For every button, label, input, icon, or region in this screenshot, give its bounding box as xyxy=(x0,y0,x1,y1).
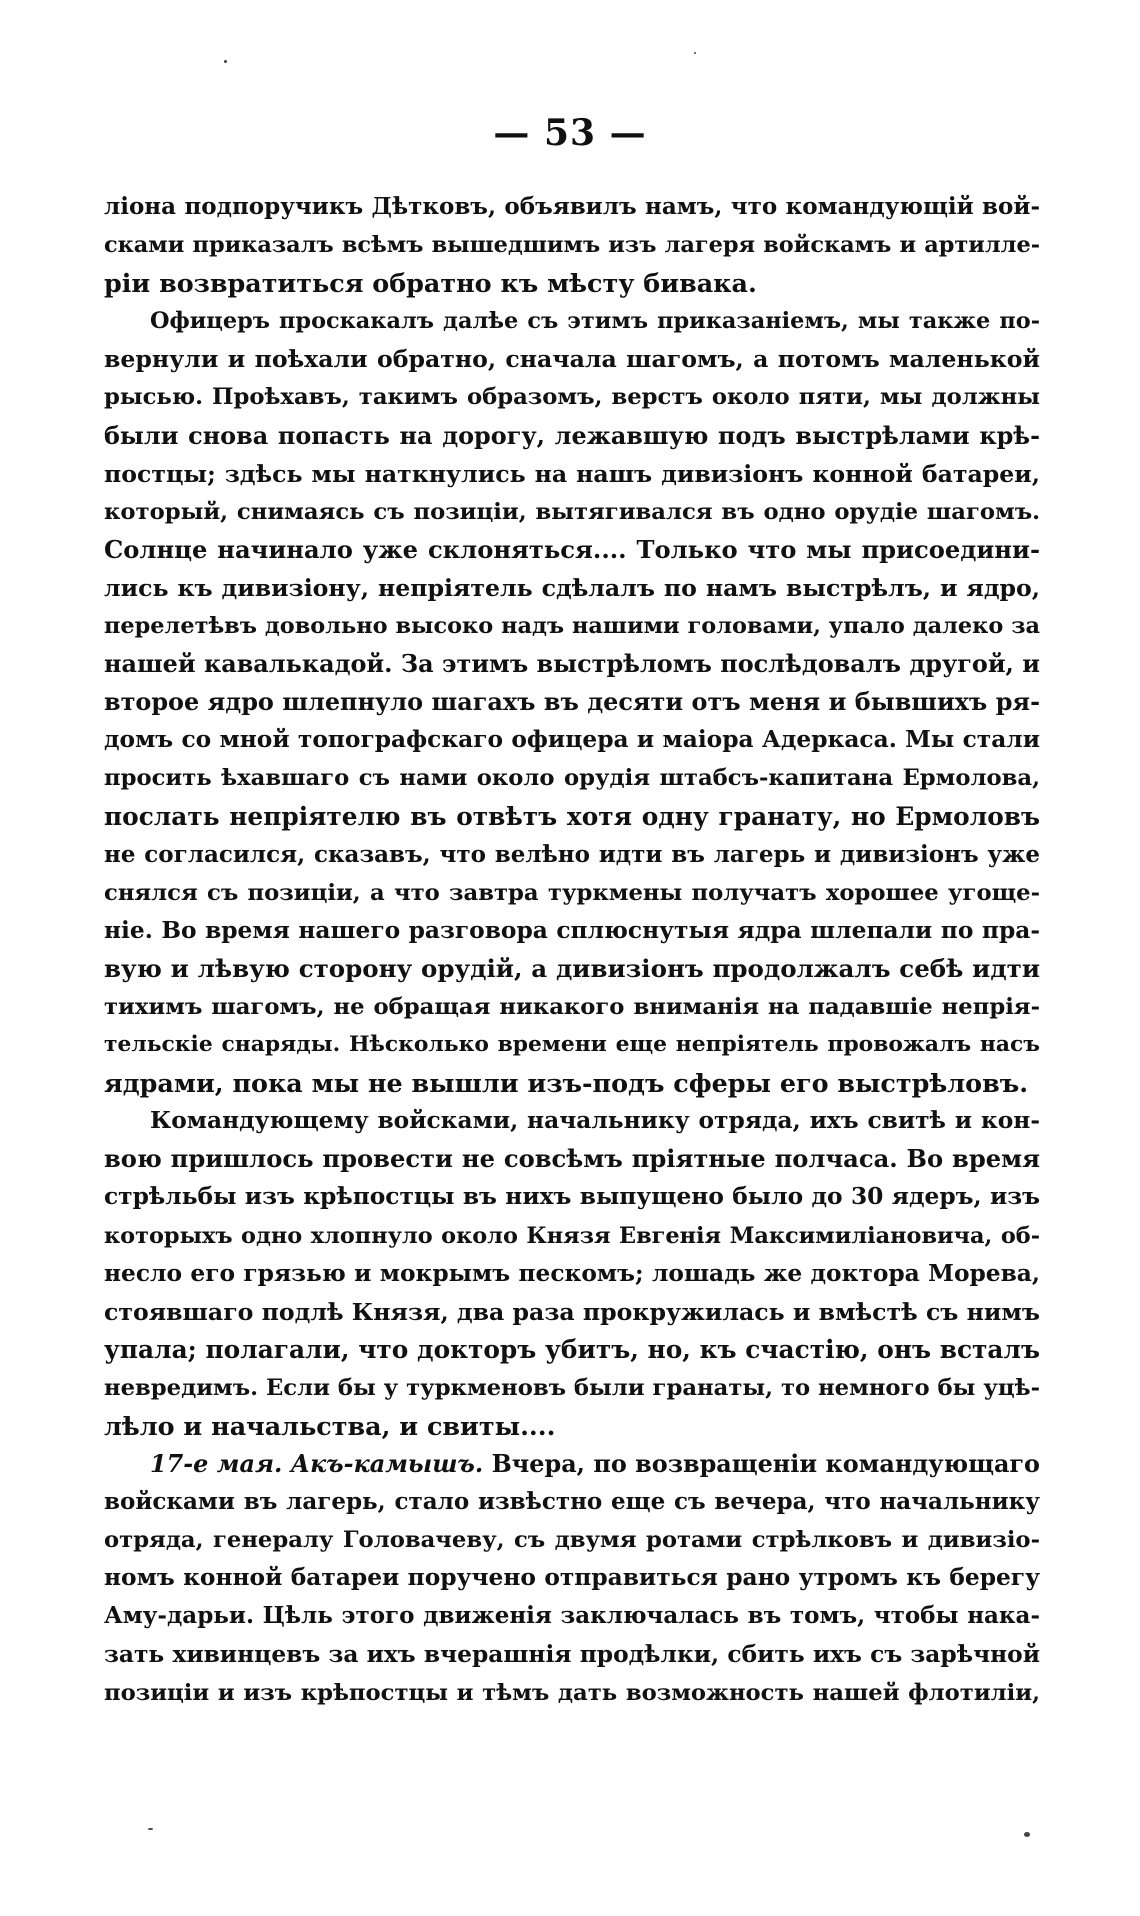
line-text: были снова попасть на дорогу, лежавшую подъ выстрѣлами крѣ- xyxy=(104,421,1040,450)
line-text: домъ со мной топографскаго офицера и маіора Адеркаса. Мы стали xyxy=(104,726,1040,754)
text-line xyxy=(104,1521,1040,1559)
body-text xyxy=(104,188,1040,1712)
text-line xyxy=(104,1331,1040,1369)
line-text: нашей кавалькадой. За этимъ выстрѣломъ послѣдовалъ другой, и xyxy=(104,650,1040,679)
text-line xyxy=(104,1483,1040,1521)
line-text: войсками въ лагерь, стало извѣстно еще съ вечера, что начальнику xyxy=(104,1488,1040,1516)
line-text: стоявшаго подлѣ Князя, два раза прокружилась и вмѣстѣ съ нимъ xyxy=(104,1297,1040,1326)
text-line xyxy=(104,1597,1040,1635)
text-line xyxy=(104,1064,1040,1102)
line-text: снялся съ позиціи, а что завтра туркмены получатъ хорошее угоще- xyxy=(104,879,1040,906)
text-line xyxy=(104,226,1040,264)
text-line xyxy=(104,569,1040,607)
line-text: Офицеръ проскакалъ далѣе съ этимъ приказаніемъ, мы также по- xyxy=(150,308,1040,335)
line-text: Командующему войсками, начальнику отряда, ихъ свитѣ и кон- xyxy=(150,1107,1040,1135)
text-line xyxy=(104,1255,1040,1293)
text-line xyxy=(104,645,1040,683)
line-text: номъ конной батареи поручено отправиться рано утромъ къ берегу xyxy=(104,1564,1040,1592)
line-text: которыхъ одно хлопнуло около Князя Евгенія Максимиліановича, об- xyxy=(104,1222,1040,1249)
line-text: Солнце начинало уже склоняться.... Только что мы присоедини- xyxy=(104,534,1040,564)
text-line xyxy=(104,493,1040,531)
line-text: ядрами, пока мы не вышли изъ-подъ сферы его выстрѣловъ. xyxy=(104,1068,1029,1099)
text-line xyxy=(104,1559,1040,1597)
line-text: ліона подпоручикъ Дѣтковъ, объявилъ намъ, что командующій вой- xyxy=(104,193,1040,220)
text-line xyxy=(104,1369,1040,1407)
text-line xyxy=(104,874,1040,912)
line-text: ніе. Во время нашего разговора сплюснутыя ядра шлепали по пра- xyxy=(104,916,1040,944)
text-line xyxy=(104,836,1040,874)
text-line xyxy=(104,607,1040,645)
text-line xyxy=(104,683,1040,721)
line-text: послать непріятелю въ отвѣтъ хотя одну гранату, но Ермоловъ xyxy=(104,801,1040,831)
line-text: невредимъ. Если бы у туркменовъ были гранаты, то немного бы уцѣ- xyxy=(104,1374,1040,1401)
line-text: постцы; здѣсь мы наткнулись на нашъ дивизіонъ конной батареи, xyxy=(104,459,1040,488)
line-text: Аму-дарьи. Цѣль этого движенія заключалась въ томъ, чтобы нака- xyxy=(104,1602,1040,1630)
print-speck xyxy=(1024,1832,1030,1837)
text-line xyxy=(104,1102,1040,1140)
line-text: стрѣльбы изъ крѣпостцы въ нихъ выпущено было до 30 ядеръ, изъ xyxy=(104,1183,1040,1211)
text-line xyxy=(104,531,1040,569)
line-text: несло его грязью и мокрымъ пескомъ; лошадь же доктора Морева, xyxy=(104,1259,1040,1287)
text-line xyxy=(104,340,1040,378)
text-line xyxy=(104,1636,1040,1674)
text-line xyxy=(104,759,1040,797)
line-text: лѣло и начальства, и свиты.... xyxy=(104,1411,556,1441)
text-line xyxy=(104,455,1040,493)
text-line xyxy=(104,264,1040,302)
text-line xyxy=(104,1407,1040,1445)
line-text: отряда, генералу Головачеву, съ двумя ротами стрѣлковъ и дивизіо- xyxy=(104,1527,1040,1554)
line-text: который, снимаясь съ позиціи, вытягивался въ одно орудіе шагомъ. xyxy=(104,498,1040,525)
line-text: упала; полагали, что докторъ убитъ, но, къ счастію, онъ всталъ xyxy=(104,1334,1040,1364)
line-text: сками приказалъ всѣмъ вышедшимъ изъ лагеря войскамъ и артилле- xyxy=(104,232,1040,259)
line-text: рысью. Проѣхавъ, такимъ образомъ, верстъ около пяти, мы должны xyxy=(104,384,1040,411)
text-line xyxy=(104,1140,1040,1178)
text-line xyxy=(104,188,1040,226)
text-line xyxy=(104,1026,1040,1064)
page-number: — 53 — xyxy=(493,112,647,154)
line-text: тихимъ шагомъ, не обращая никакого вниманія на падавшіе непрія- xyxy=(104,993,1040,1020)
print-speck xyxy=(694,52,696,54)
line-text: лись къ дивизіону, непріятель сдѣлалъ по намъ выстрѣлъ, и ядро, xyxy=(104,573,1040,602)
entry-date-heading: 17-е мая. Акъ-камышъ. xyxy=(150,1450,484,1479)
text-line xyxy=(104,988,1040,1026)
print-speck xyxy=(224,60,227,63)
text-line xyxy=(104,912,1040,950)
line-text: зать хивинцевъ за ихъ вчерашнія продѣлки, сбить ихъ съ зарѣчной xyxy=(104,1640,1040,1668)
line-text: позиціи и изъ крѣпостцы и тѣмъ дать возможность нашей флотиліи, xyxy=(104,1679,1040,1706)
line-text: второе ядро шлепнуло шагахъ въ десяти отъ меня и бывшихъ ря- xyxy=(104,688,1040,717)
text-line xyxy=(104,1674,1040,1712)
text-line xyxy=(104,950,1040,988)
line-text: тельскіе снаряды. Нѣсколько времени еще непріятель провожалъ насъ xyxy=(104,1032,1040,1058)
text-line xyxy=(104,417,1040,455)
text-line xyxy=(104,1445,1040,1483)
line-text: вую и лѣвую сторону орудій, а дивизіонъ продолжалъ себѣ идти xyxy=(104,953,1040,983)
text-line xyxy=(104,302,1040,340)
text-line xyxy=(104,1217,1040,1255)
line-text: просить ѣхавшаго съ нами около орудія штабсъ-капитана Ермолова, xyxy=(104,765,1040,792)
text-line xyxy=(104,721,1040,759)
line-text: ріи возвратиться обратно къ мѣсту бивака. xyxy=(104,268,757,299)
line-text: вернули и поѣхали обратно, сначала шагомъ, а потомъ маленькой xyxy=(104,345,1040,374)
line-text: Вчера, по возвращеніи командующаго xyxy=(483,1450,1040,1479)
text-line xyxy=(104,1178,1040,1216)
line-text: не согласился, сказавъ, что велѣно идти въ лагерь и дивизіонъ уже xyxy=(104,840,1040,868)
text-line xyxy=(104,798,1040,836)
text-line xyxy=(104,1293,1040,1331)
line-text: вою пришлось провести не совсѣмъ пріятные полчаса. Во время xyxy=(104,1144,1040,1174)
line-text: перелетѣвъ довольно высоко надъ нашими головами, упало далеко за xyxy=(104,613,1040,640)
print-speck xyxy=(148,1828,153,1830)
text-line xyxy=(104,378,1040,416)
